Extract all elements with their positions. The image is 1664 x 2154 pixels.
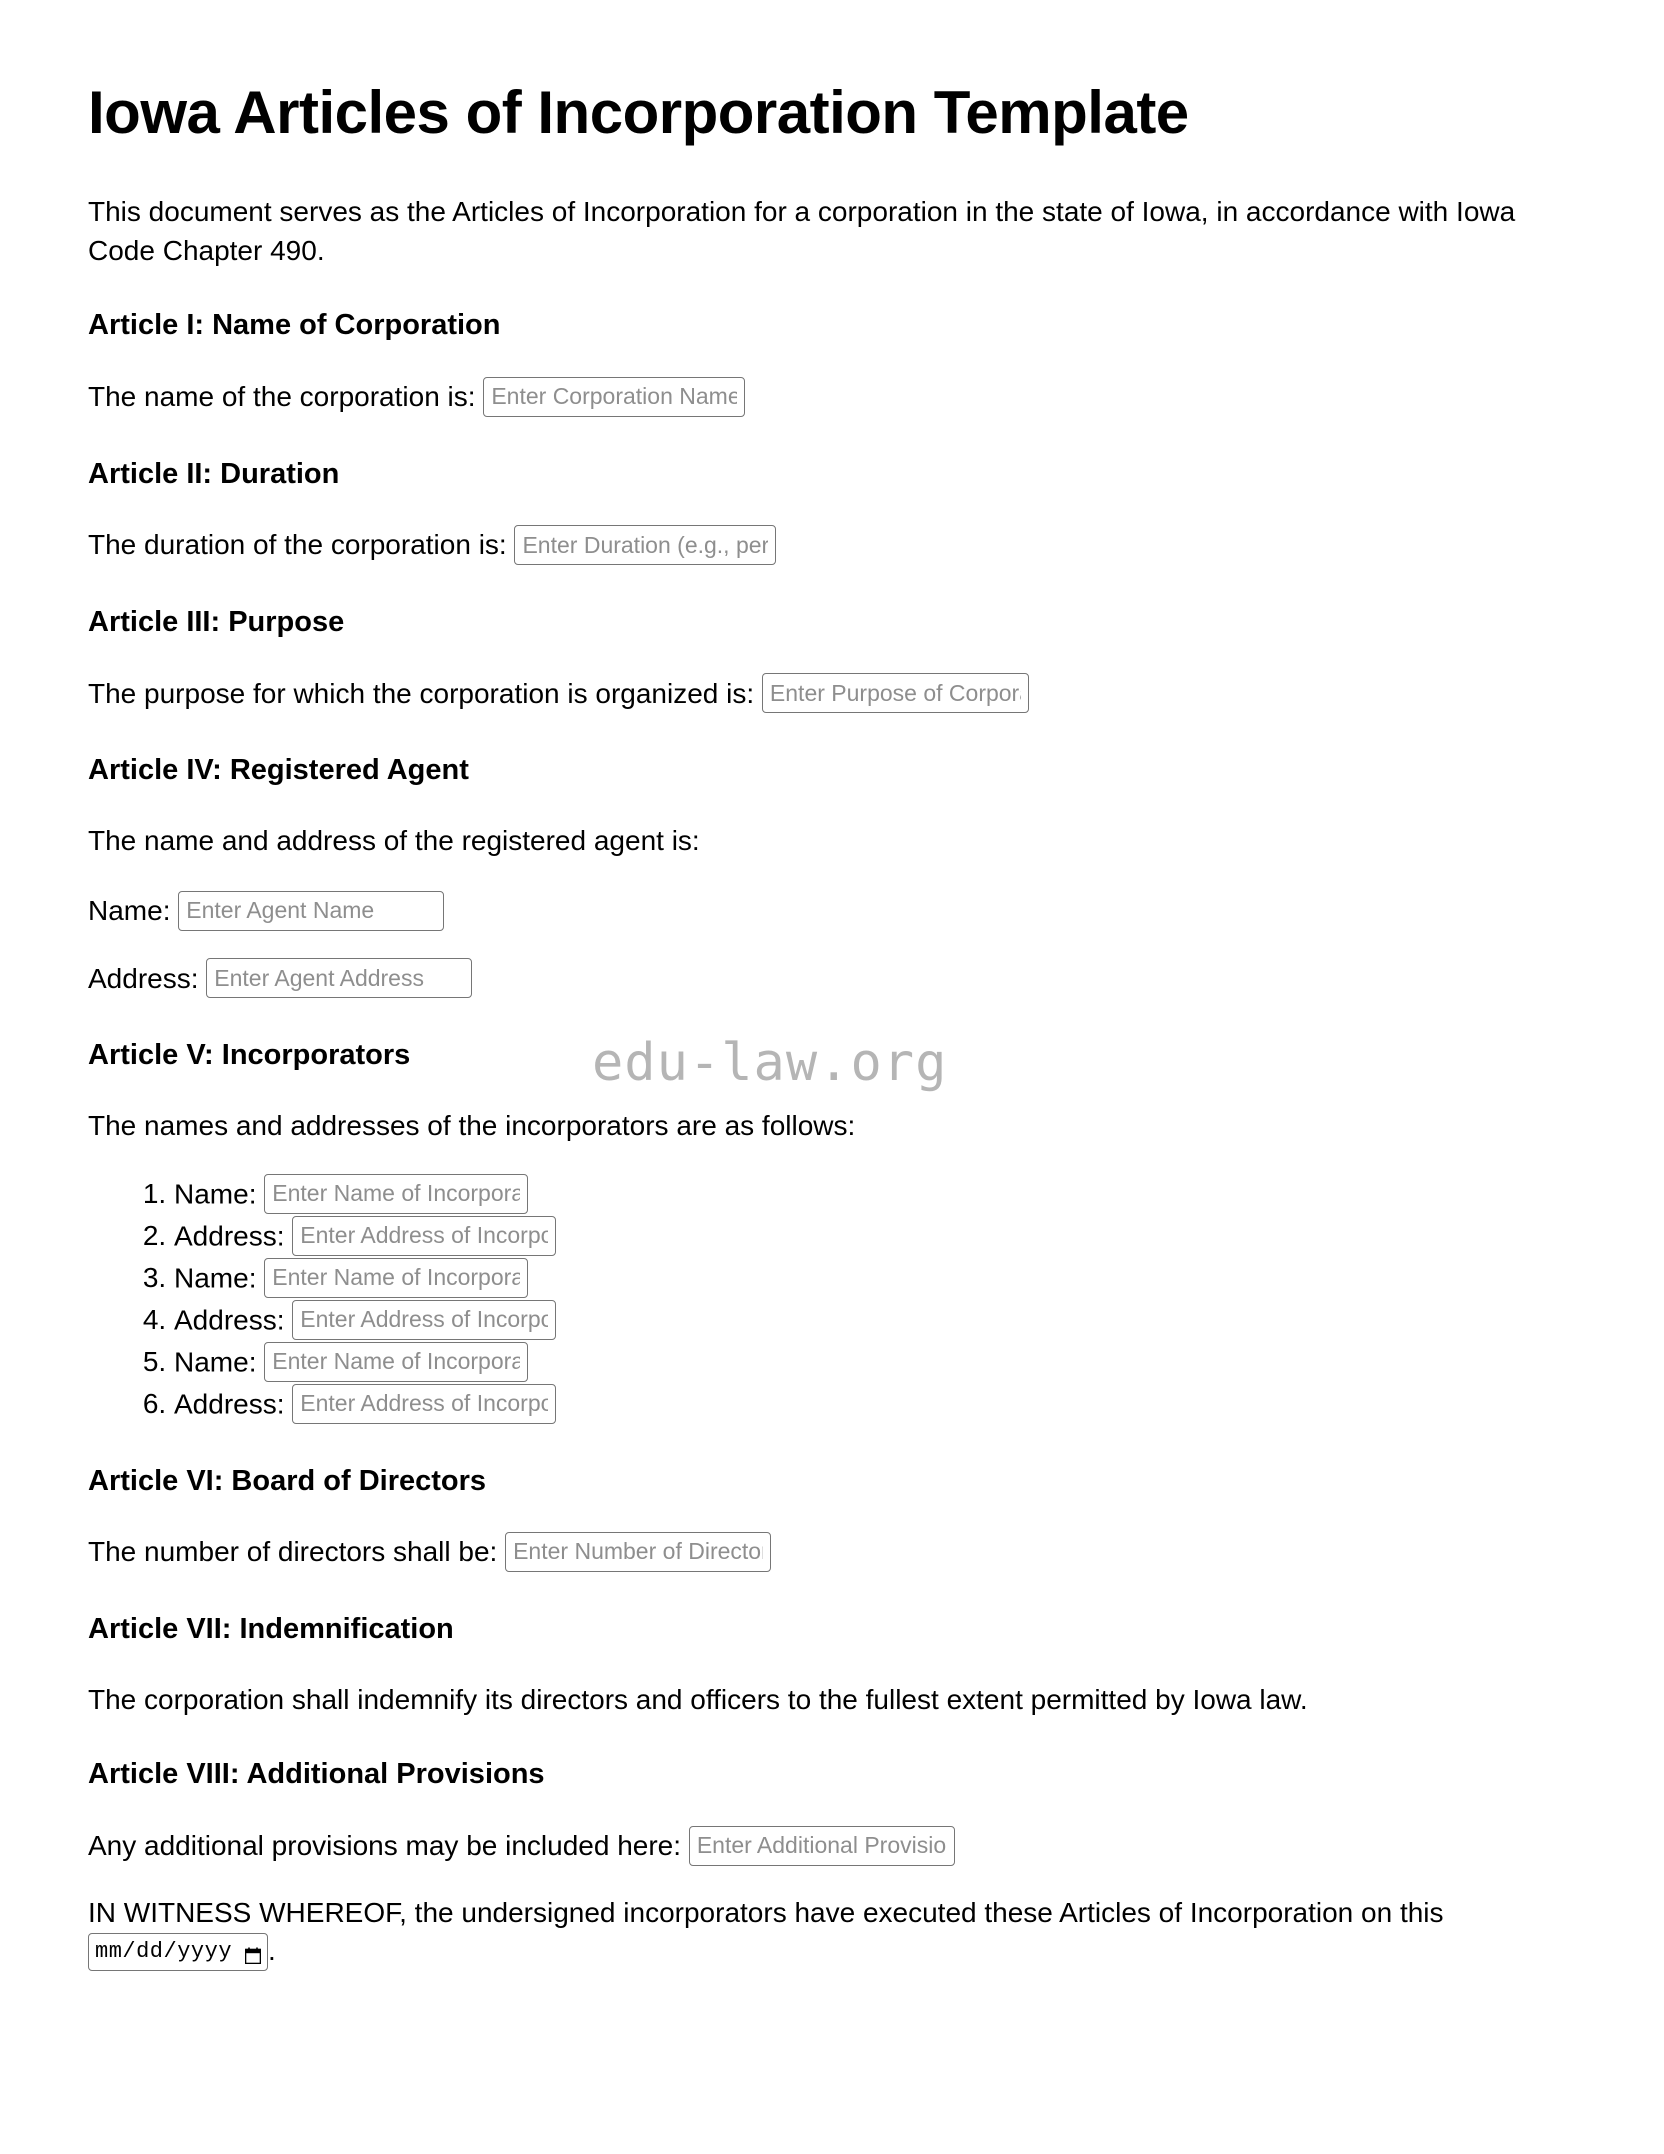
incorporator-address-input-1[interactable] [292, 1216, 556, 1256]
list-item [174, 1176, 1576, 1216]
list-item [174, 1386, 1576, 1426]
article-i-field-row [88, 377, 1576, 419]
list-item [174, 1344, 1576, 1384]
article-iii-label: The purpose for which the corporation is organized is: [88, 677, 755, 709]
execution-date-input[interactable] [88, 1933, 268, 1971]
agent-address-label: Address: [88, 962, 199, 994]
article-vii-heading: Article VII: Indemnification [88, 1612, 454, 1645]
number-of-directors-input[interactable] [505, 1532, 771, 1572]
article-viii-label: Any additional provisions may be included here: [88, 1830, 682, 1862]
corporation-name-input[interactable] [483, 377, 745, 417]
incorporator-label-5: Name: [174, 1345, 257, 1377]
agent-address-row [88, 959, 1576, 1001]
duration-input[interactable] [514, 525, 776, 565]
article-vi-label: The number of directors shall be: [88, 1536, 498, 1568]
agent-address-input[interactable] [206, 958, 472, 998]
incorporator-name-input-3[interactable] [264, 1342, 528, 1382]
article-i-label: The name of the corporation is: [88, 381, 476, 413]
article-vi-field-row [88, 1532, 1576, 1574]
execution-text-after: . [268, 1935, 276, 1967]
article-v-intro: The names and addresses of the incorporators are as follows: [88, 1109, 856, 1141]
incorporator-name-input-2[interactable] [264, 1258, 528, 1298]
incorporator-address-input-3[interactable] [292, 1384, 556, 1424]
list-item [174, 1302, 1576, 1342]
page-title: Iowa Articles of Incorporation Template [88, 79, 1189, 146]
article-vi-heading: Article VI: Board of Directors [88, 1464, 487, 1497]
incorporator-label-3: Name: [174, 1261, 257, 1293]
article-iii-heading: Article III: Purpose [88, 606, 345, 639]
calendar-icon[interactable] [245, 1944, 261, 1961]
incorporator-label-4: Address: [174, 1303, 285, 1335]
article-i-heading: Article I: Name of Corporation [88, 309, 501, 342]
document-intro-paragraph: This document serves as the Articles of Incorporation for a corporation in the state of Iowa, in accordance with Iowa Code Chapter 490. [88, 196, 1516, 266]
article-ii-heading: Article II: Duration [88, 457, 340, 490]
agent-name-input[interactable] [178, 891, 444, 931]
execution-text-before: IN WITNESS WHEREOF, the undersigned incorporators have executed these Articles of Incorporation on this [88, 1896, 1444, 1928]
additional-provisions-input[interactable] [689, 1826, 955, 1866]
incorporator-address-input-2[interactable] [292, 1300, 556, 1340]
incorporators-list [88, 1176, 1576, 1426]
execution-clause [88, 1894, 1576, 1972]
article-viii-field-row [88, 1826, 1576, 1868]
incorporator-label-2: Address: [174, 1219, 285, 1251]
agent-name-label: Name: [88, 894, 171, 926]
purpose-input[interactable] [762, 673, 1029, 713]
article-iv-intro: The name and address of the registered agent is: [88, 825, 700, 857]
article-v-heading: Article V: Incorporators [88, 1039, 411, 1072]
list-item [174, 1218, 1576, 1258]
site-watermark: edu-law.org [592, 1033, 948, 1093]
agent-name-row [88, 891, 1576, 933]
article-ii-label: The duration of the corporation is: [88, 529, 507, 561]
incorporator-label-1: Name: [174, 1177, 257, 1209]
article-viii-heading: Article VIII: Additional Provisions [88, 1758, 545, 1791]
article-iv-heading: Article IV: Registered Agent [88, 754, 469, 787]
incorporator-label-6: Address: [174, 1387, 285, 1419]
incorporator-name-input-1[interactable] [264, 1174, 528, 1214]
article-vii-body: The corporation shall indemnify its directors and officers to the fullest extent permitted by Iowa law. [88, 1683, 1308, 1715]
list-item [174, 1260, 1576, 1300]
article-iii-field-row [88, 674, 1576, 716]
article-ii-field-row [88, 525, 1576, 567]
date-placeholder-text: mm/dd/yyyy [95, 1938, 233, 1964]
